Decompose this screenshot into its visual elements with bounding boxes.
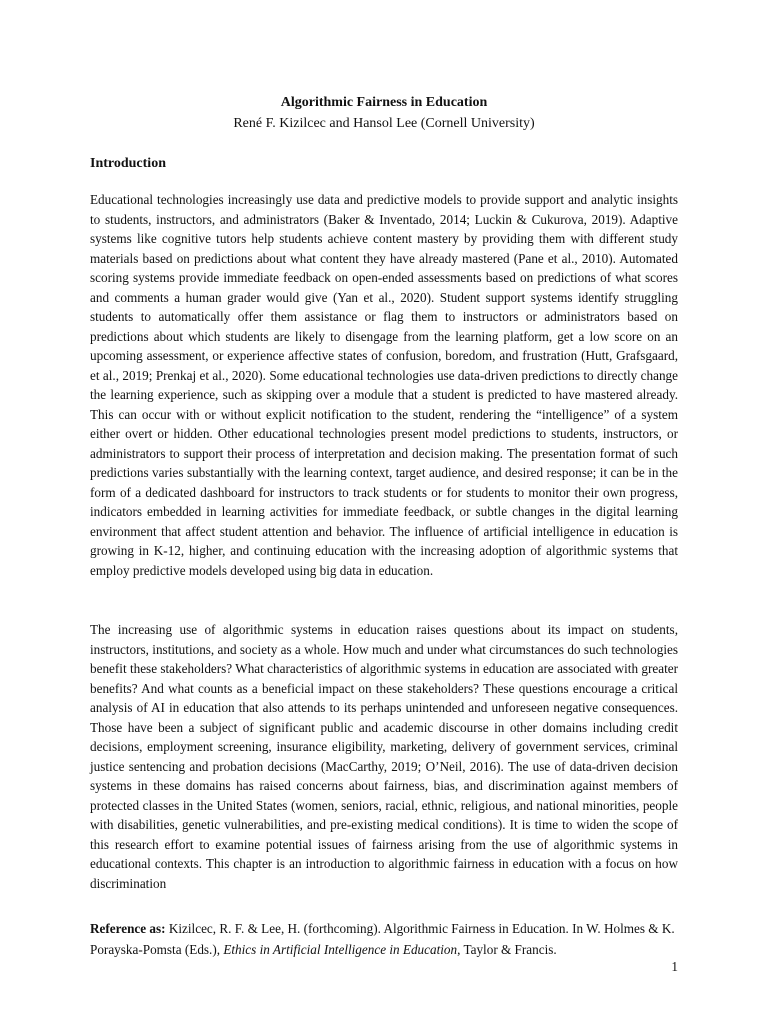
section-heading: Introduction: [90, 156, 166, 171]
citation-text: Kizilcec, R. F. & Lee, H. (forthcoming). Algorithmic Fairness in Education. In W. Holmes & K. Porayska-Pomsta (Eds.),: [90, 921, 675, 957]
paper-authors: René F. Kizilcec and Hansol Lee (Cornell University): [233, 116, 535, 131]
body-paragraph-1: Educational technologies increasingly use data and predictive models to provide support and analytic insights to students, instructors, and administrators (Baker & Inventado, 2014; Luckin & Cukurova, 2019). Adaptive systems like cognitive tutors help students achieve content mastery by providing them with different study materials based on predictions about what content they have already mastered (Pane et al., 2010). Automated scoring systems provide immediate feedback on open-ended assessments based on predictions of what scores and comments a human grader would give (Yan et al., 2020). Student support systems identify struggling students to automatically offer them assistance or flag them to instructors or administrators based on predictions about which students are likely to disengage from the learning platform, get a low score on an upcoming assessment, or experience affective states of confusion, boredom, and frustration (Hutt, Grafsgaard, et al., 2019; Prenkaj et al., 2020). Some educational technologies use data-driven predictions to directly change the learning experience, such as skipping over a module that a student is predicted to have mastered already. This can occur with or without explicit notification to the student, rendering the “intelligence” of a system either overt or hidden. Other educational technologies present model predictions to students, instructors, or administrators to support their process of interpretation and decision making. The presentation format of such predictions varies substantially with the learning context, target audience, and desired response; it can be in the form of a dedicated dashboard for instructors to track students or for students to monitor their own progress, indicators embedded in learning activities for immediate feedback, or subtle changes in the digital learning environment that affect student attention and behavior. The influence of artificial intelligence in education is growing in K-12, higher, and continuing education with the increasing adoption of algorithmic systems that employ predictive models developed using big data in education.: [90, 192, 678, 578]
citation-book-title: Ethics in Artificial Intelligence in Education: [223, 942, 458, 957]
citation-label: Reference as:: [90, 921, 166, 936]
body-paragraph-2: The increasing use of algorithmic systems in education raises questions about its impact on students, instructors, institutions, and society as a whole. How much and under what circumstances do such technologies benefit these stakeholders? What characteristics of algorithmic systems in education are associated with greater benefits? And what counts as a beneficial impact on these stakeholders? These questions encourage a critical analysis of AI in education that also attends to its perhaps unintended and unforeseen negative consequences. Those have been a subject of significant public and academic discourse in other domains including credit decisions, employment screening, insurance eligibility, marketing, delivery of government services, criminal justice sentencing and probation decisions (MacCarthy, 2019; O’Neil, 2016). The use of data-driven decision systems in these domains has raised concerns about fairness, bias, and discrimination against members of protected classes in the United States (women, seniors, racial, ethnic, religious, and national minorities, people with disabilities, genetic vulnerabilities, and pre-existing medical conditions). It is time to widen the scope of this research effort to examine potential issues of fairness arising from the use of algorithmic systems in educational contexts. This chapter is an introduction to algorithmic fairness in education with a focus on how discrimination: [90, 622, 678, 891]
citation-note: [90, 918, 678, 960]
page-number: 1: [671, 959, 678, 974]
citation-publisher: , Taylor & Francis.: [457, 942, 557, 957]
paper-title: Algorithmic Fairness in Education: [280, 95, 488, 110]
